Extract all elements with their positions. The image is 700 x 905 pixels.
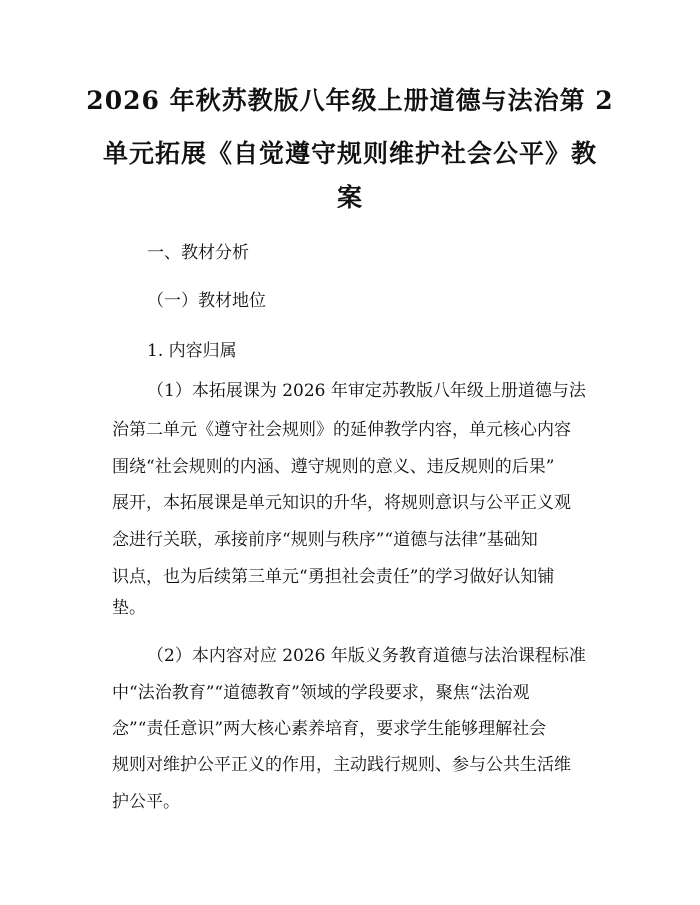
document-title-line-2: 单元拓展《自觉遵守规则维护社会公平》教 [102,139,597,168]
paragraph-1-line: 展开，本拓展课是单元知识的升华，将规则意识与公平正义观 [112,493,571,513]
item-heading-content-attribution: 1. 内容归属 [147,341,237,361]
paragraph-1-line: （1）本拓展课为 2026 年审定苏教版八年级上册道德与法 [147,381,586,401]
paragraph-1-line: 念进行关联，承接前序“规则与秩序”“道德与法律”基础知 [112,530,538,550]
document-title-line-3: 案 [336,183,363,212]
paragraph-1-line: 垫。 [112,598,146,618]
paragraph-2-line: 念”“责任意识”两大核心素养培育，要求学生能够理解社会 [112,719,547,739]
document-title-line-1: 2026 年秋苏教版八年级上册道德与法治第 2 [86,86,614,115]
section-heading-textbook-analysis: 一、教材分析 [147,243,249,263]
subsection-heading-textbook-position: （一）教材地位 [147,291,266,311]
paragraph-1-line: 围绕“社会规则的内涵、遵守规则的意义、违反规则的后果” [112,457,555,477]
paragraph-2-line: 中“法治教育”“道德教育”领域的学段要求，聚焦“法治观 [112,683,530,703]
paragraph-2-line: 规则对维护公平正义的作用，主动践行规则、参与公共生活维 [112,755,571,775]
paragraph-1-line: 识点，也为后续第三单元“勇担社会责任”的学习做好认知铺 [112,567,555,587]
paragraph-1-line: 治第二单元《遵守社会规则》的延伸教学内容，单元核心内容 [112,420,571,440]
paragraph-2-line: 护公平。 [112,792,180,812]
paragraph-2-line: （2）本内容对应 2026 年版义务教育道德与法治课程标准 [147,646,586,666]
